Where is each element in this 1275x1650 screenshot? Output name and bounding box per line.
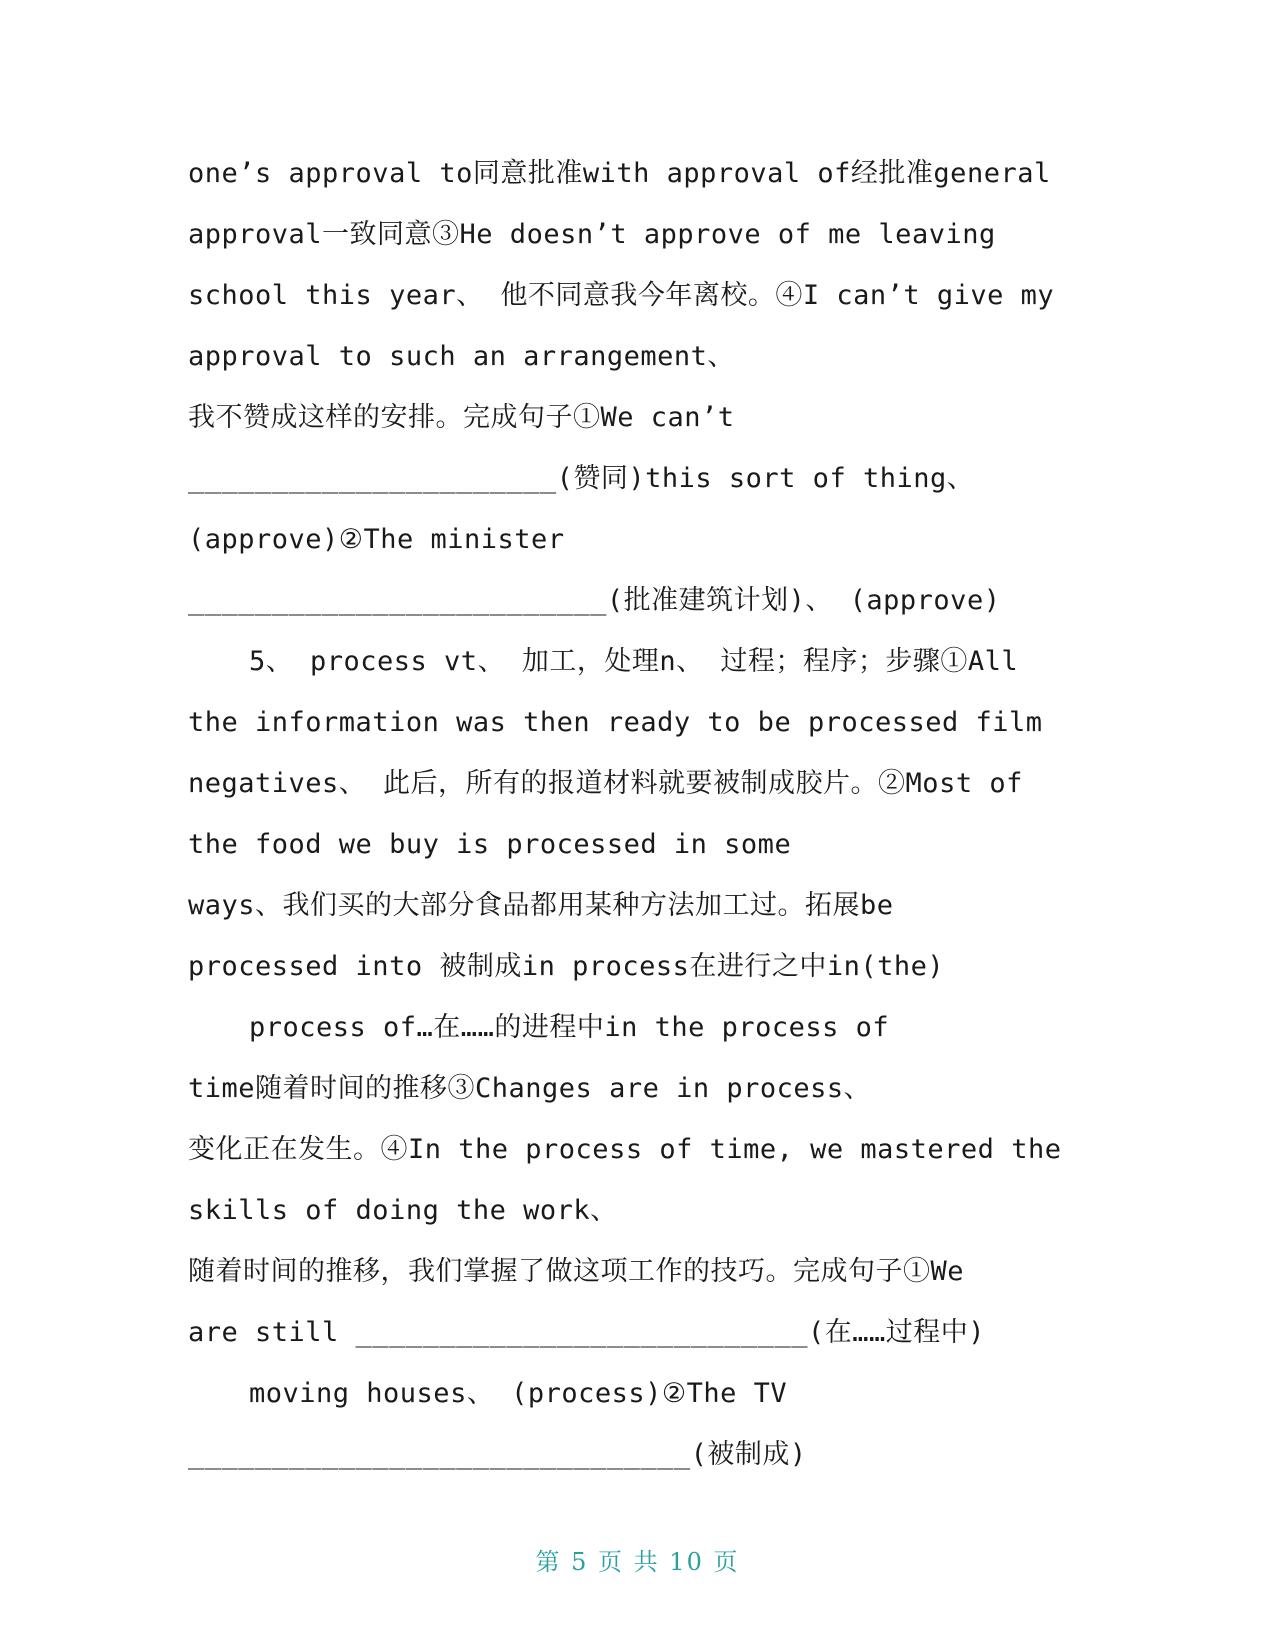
text-line: 我不赞成这样的安排。完成句子①We can’t (188, 402, 735, 433)
text-line: negatives、 此后，所有的报道材料就要被制成胶片。②Most of (188, 768, 1023, 799)
fill-in-blank-line: ______________________(赞同)this sort of thing、 (188, 463, 975, 494)
text-line: processed into 被制成in process在进行之中in(the) (188, 951, 945, 982)
text-line: moving houses、 (process)②The TV (249, 1378, 788, 1409)
text-line: one’s approval to同意批准with approval of经批准general (188, 158, 1051, 189)
text-line: skills of doing the work、 (188, 1195, 618, 1226)
document-body (188, 143, 1088, 1485)
text-line: the information was then ready to be processed film (188, 707, 1043, 738)
fill-in-blank-line: ______________________________(被制成) (188, 1439, 807, 1470)
text-line: 随着时间的推移，我们掌握了做这项工作的技巧。完成句子①We (188, 1256, 965, 1287)
text-line: approval to such an arrangement、 (188, 341, 735, 372)
text-line: the food we buy is processed in some (188, 829, 792, 860)
page-number-footer: 第 5 页 共 10 页 (535, 1548, 740, 1576)
text-line: (approve)②The minister (188, 524, 565, 555)
section-heading-line: 5、 process vt、 加工，处理n、 过程；程序；步骤①All (249, 646, 1019, 677)
text-line: approval一致同意③He doesn’t approve of me leaving (188, 219, 996, 250)
fill-in-blank-line: _________________________(批准建筑计划)、 (approve) (188, 585, 1001, 616)
fill-in-blank-line: are still ___________________________(在……过程中) (188, 1317, 985, 1348)
text-line: time随着时间的推移③Changes are in process、 (188, 1073, 872, 1104)
text-line: school this year、 他不同意我今年离校。④I can’t give my (188, 280, 1055, 311)
text-line: 变化正在发生。④In the process of time, we mastered the (188, 1134, 1062, 1165)
text-line: process of…在……的进程中in the process of (249, 1012, 890, 1043)
text-line: ways、我们买的大部分食品都用某种方法加工过。拓展be (188, 890, 894, 921)
